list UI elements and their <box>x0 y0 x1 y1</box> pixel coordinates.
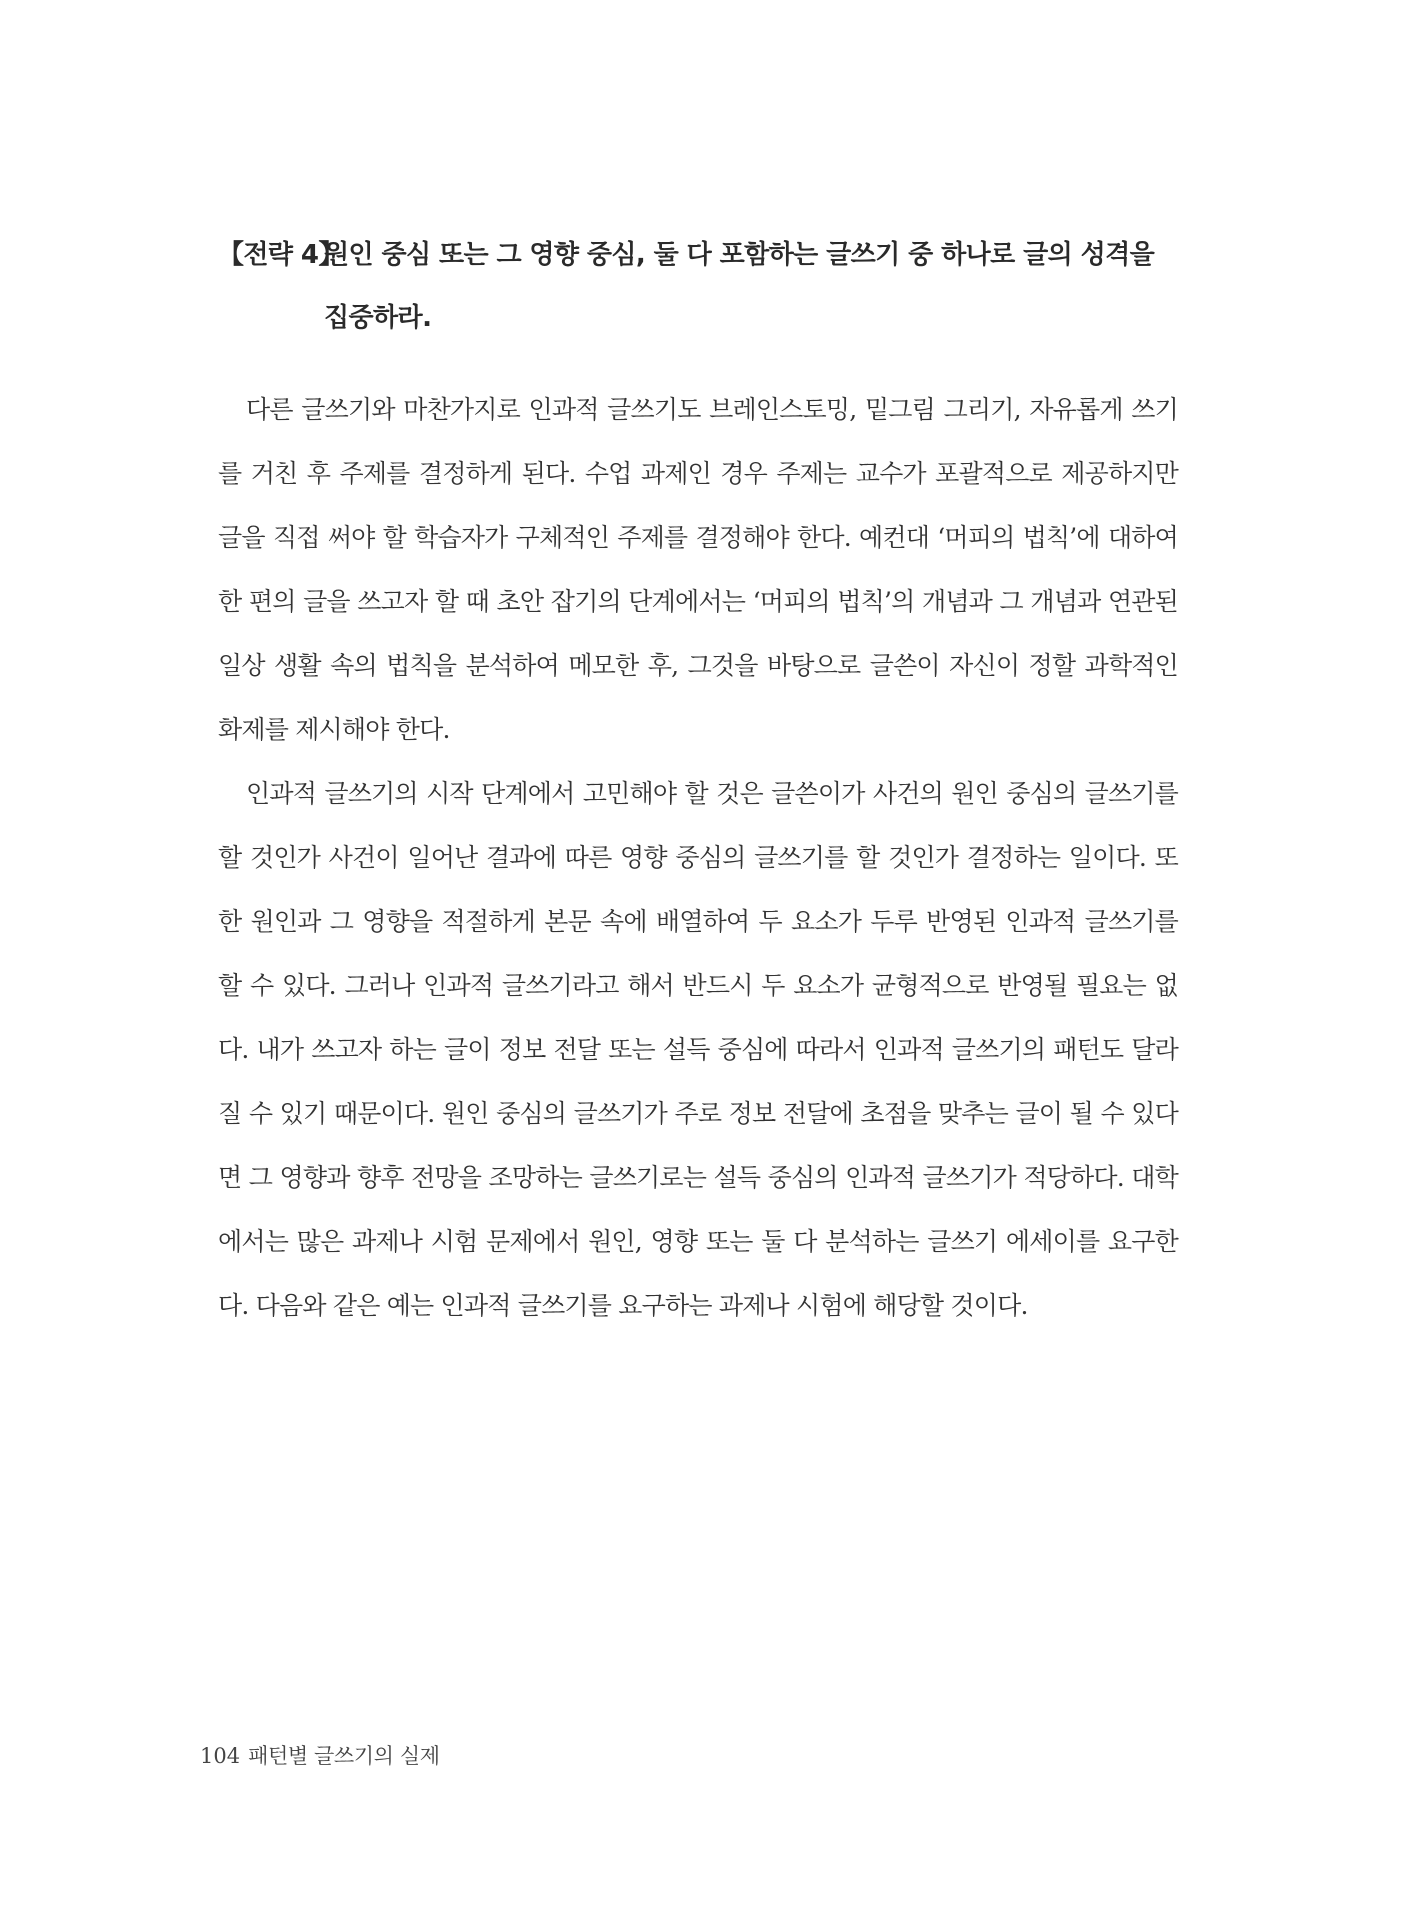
paragraph-2: 인과적 글쓰기의 시작 단계에서 고민해야 할 것은 글쓴이가 사건의 원인 중심의 글쓰기를 할 것인가 사건이 일어난 결과에 따른 영향 중심의 글쓰기를 할 것인가 결정하는 일이다. 또한 원인과 그 영향을 적절하게 본문 속에 배열하여 두 요소가 두루 반영된 인과적 글쓰기를 할 수 있다. 그러나 인과적 글쓰기라고 해서 반드시 두 요소가 균형적으로 반영될 필요는 없다. 내가 쓰고자 하는 글이 정보 전달 또는 설득 중심에 따라서 인과적 글쓰기의 패턴도 달라질 수 있기 때문이다. 원인 중심의 글쓰기가 주로 정보 전달에 초점을 맞추는 글이 될 수 있다면 그 영향과 향후 전망을 조망하는 글쓰기로는 설득 중심의 인과적 글쓰기가 적당하다. 대학에서는 많은 과제나 시험 문제에서 원인, 영향 또는 둘 다 분석하는 글쓰기 에세이를 요구한다. 다음와 같은 예는 인과적 글쓰기를 요구하는 과제나 시험에 해당할 것이다. <box>218 779 1178 1320</box>
strategy-heading <box>218 224 1188 350</box>
paragraph-1: 다른 글쓰기와 마찬가지로 인과적 글쓰기도 브레인스토밍, 밑그림 그리기, 자유롭게 쓰기를 거친 후 주제를 결정하게 된다. 수업 과제인 경우 주제는 교수가 포괄적으로 제공하지만 글을 직접 써야 할 학습자가 구체적인 주제를 결정해야 한다. 예컨대 ‘머피의 법칙’에 대하여 한 편의 글을 쓰고자 할 때 초안 잡기의 단계에서는 ‘머피의 법칙’의 개념과 그 개념과 연관된 일상 생활 속의 법칙을 분석하여 메모한 후, 그것을 바탕으로 글쓴이 자신이 정할 과학적인 화제를 제시해야 한다. <box>218 395 1178 744</box>
strategy-label: 【전략 4】 <box>218 240 344 270</box>
body-text <box>218 378 1178 1338</box>
book-title: 패턴별 글쓰기의 실제 <box>248 1744 440 1768</box>
page-number: 104 <box>200 1744 241 1768</box>
page-footer <box>200 1740 440 1770</box>
strategy-title: 원인 중심 또는 그 영향 중심, 둘 다 포함하는 글쓰기 중 하나로 글의 성격을 집중하라. <box>324 240 1155 333</box>
